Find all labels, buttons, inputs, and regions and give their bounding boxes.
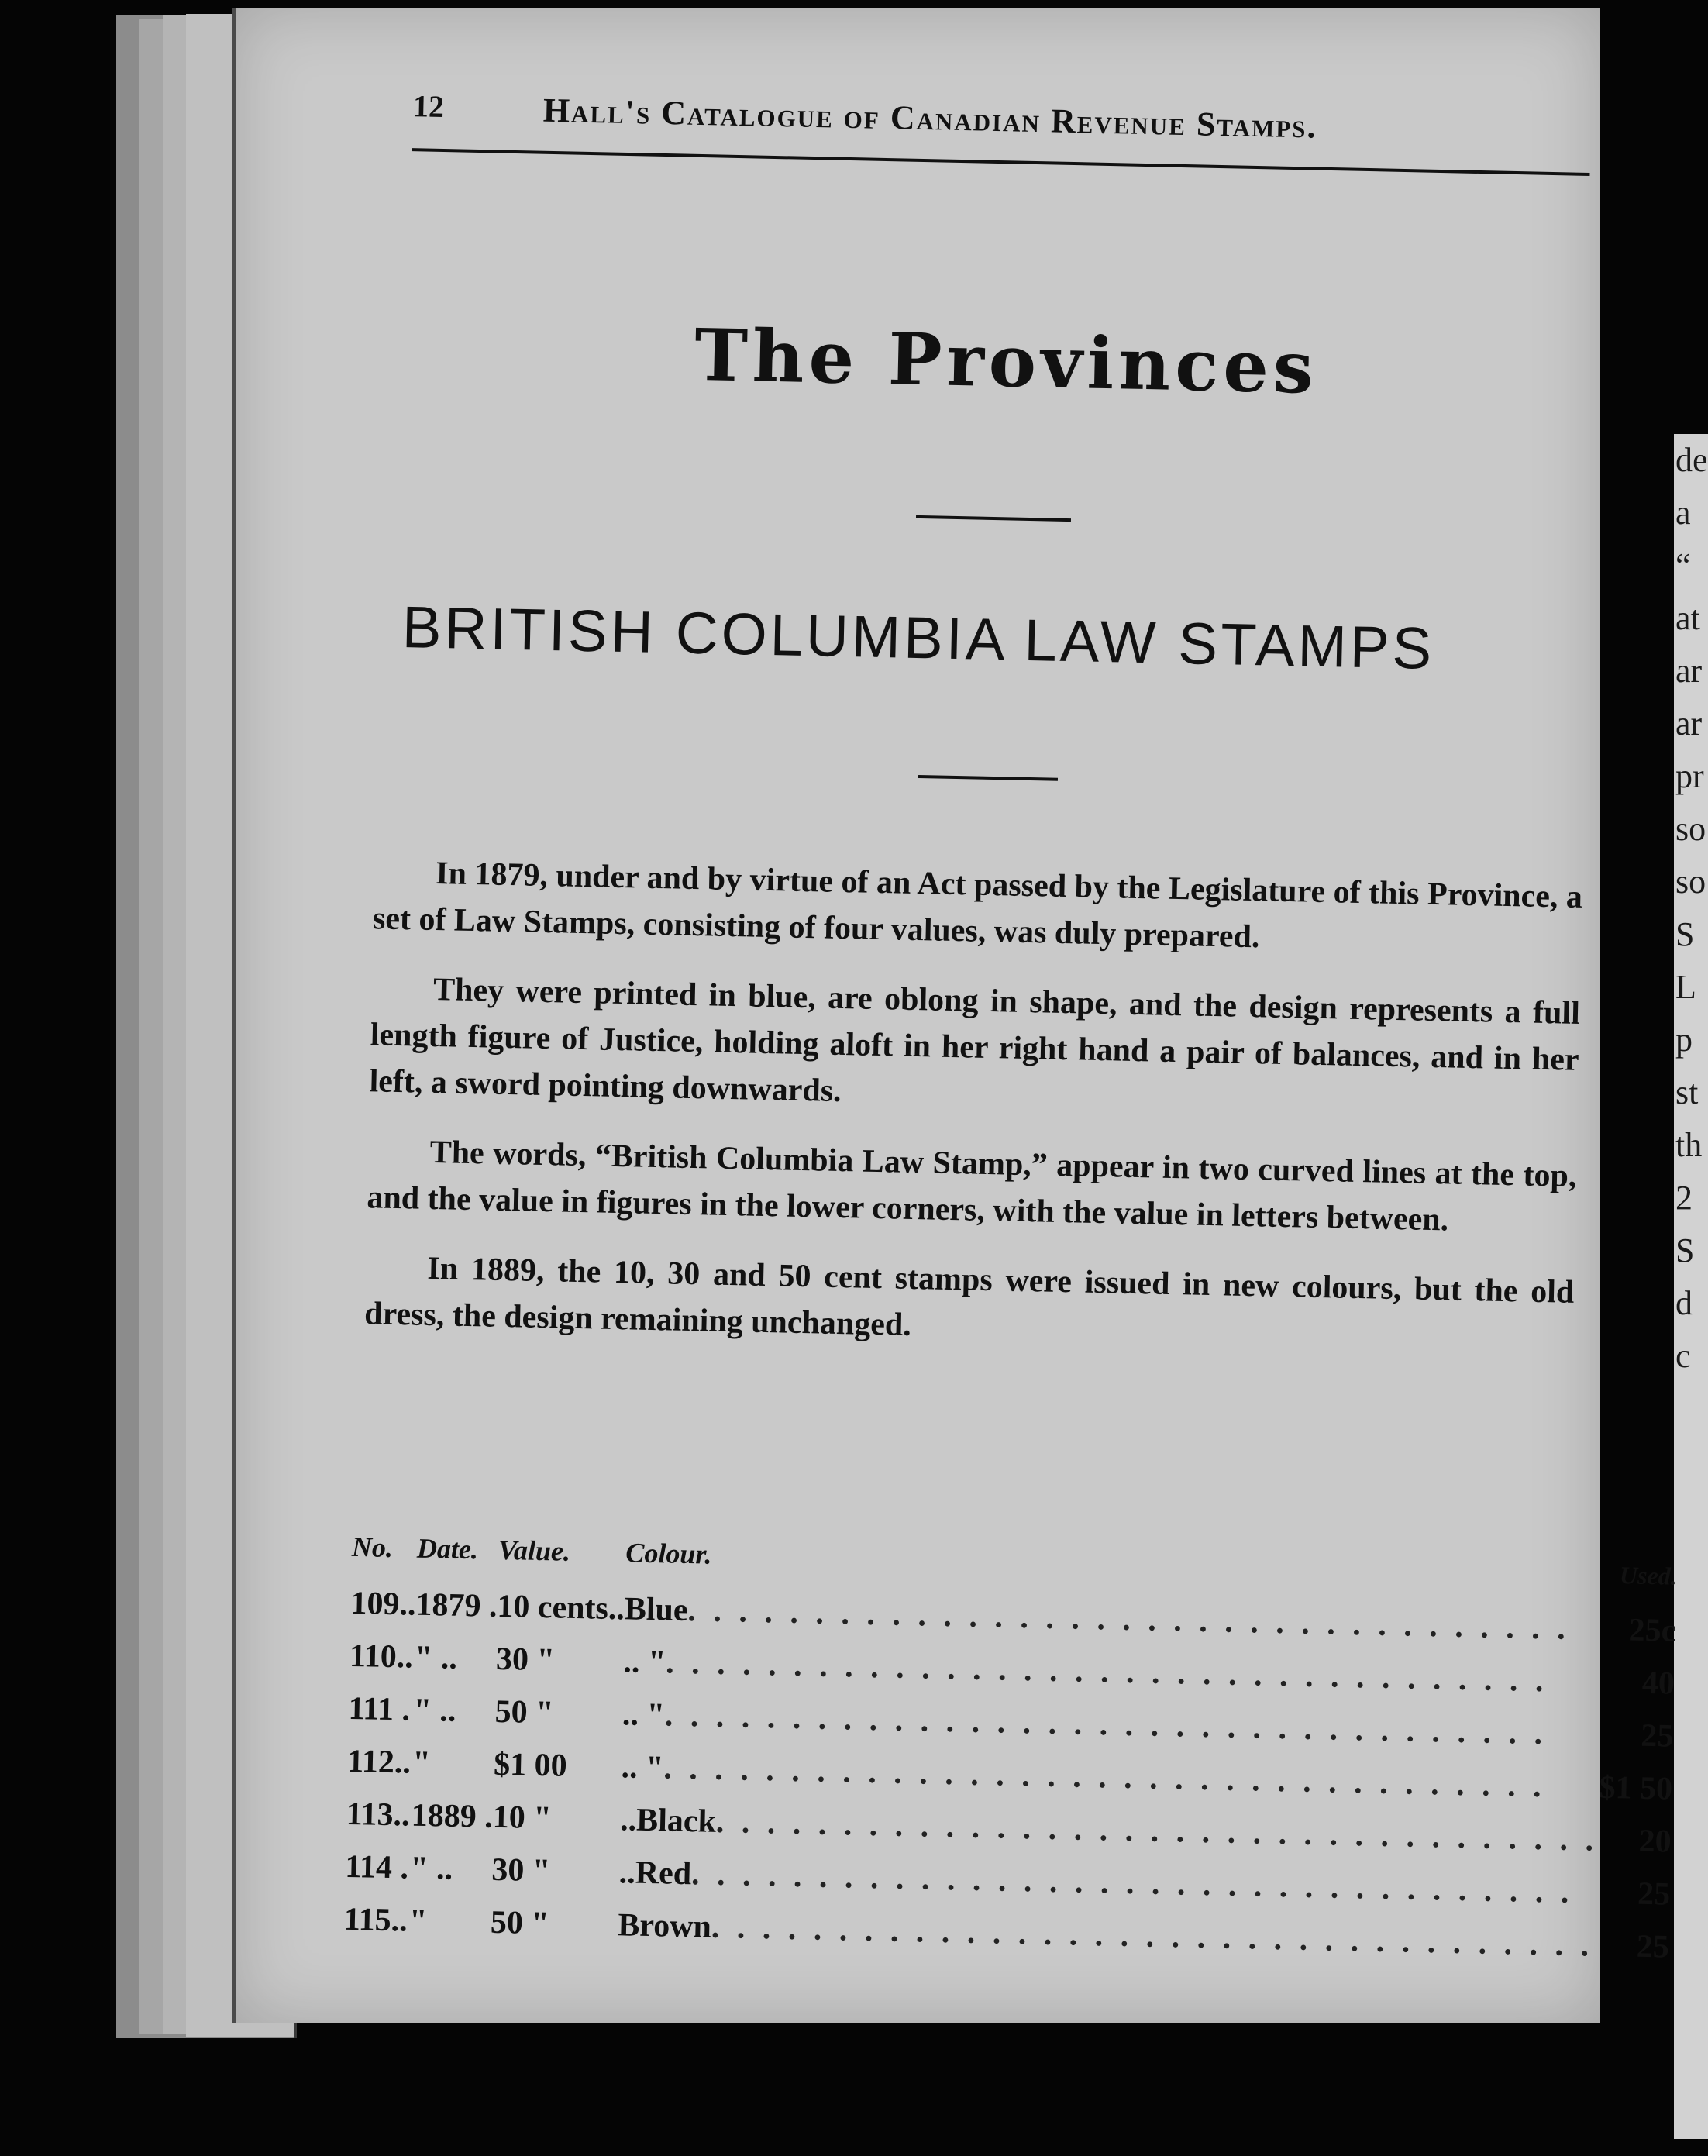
cell-date: " (408, 1903, 428, 1940)
facing-page-text: d (1675, 1284, 1693, 1322)
page-header (412, 78, 1592, 176)
facing-page-text: so (1675, 810, 1706, 848)
cell-no: 111 . (348, 1690, 411, 1728)
facing-page-text: S (1675, 1231, 1695, 1269)
header-colour: Colour. (625, 1537, 712, 1570)
cell-value: 10 cents.. (496, 1588, 625, 1627)
colour-text: Brown (617, 1907, 712, 1945)
facing-page-text: S (1675, 915, 1695, 953)
cell-used: 25 (1636, 1928, 1670, 1965)
facing-page-text: “ (1675, 546, 1691, 584)
cell-value: 30 " (491, 1851, 551, 1889)
cell-no: 115.. (343, 1901, 408, 1939)
catalogue-page (232, 8, 1678, 2023)
facing-page-fragment (1674, 434, 1708, 2139)
cell-used: 40 (1641, 1665, 1675, 1702)
cell-value: 50 " (494, 1693, 554, 1731)
ornamental-rule (918, 775, 1058, 781)
cell-value: 30 " (495, 1641, 556, 1679)
facing-page-text: at (1675, 599, 1700, 637)
dot-leader: . . . . . . . . . . . . . . . . . . . . . . . . . . . . . . . . . . . (663, 1750, 1547, 1805)
cell-no: 110.. (349, 1638, 414, 1676)
cell-no: 113.. (346, 1796, 410, 1834)
facing-page-text: a (1675, 494, 1691, 532)
dot-leader: . . . . . . . . . . . . . . . . . . . . . . . . . . . . . . . . . . . (687, 1593, 1571, 1647)
cell-date: 1889 . (411, 1797, 494, 1835)
cell-no: 109.. (350, 1585, 416, 1623)
facing-page-text: 2 (1675, 1179, 1693, 1217)
dot-leader: . . . . . . . . . . . . . . . . . . . . . . . . . . . . . . . . . . . (664, 1697, 1548, 1752)
dot-leader: . . . . . . . . . . . . . . . . . . . . . . . . . . . . . . . . . . . (711, 1909, 1594, 1964)
colour-text: ..Black (619, 1802, 717, 1840)
colour-text: .. " (622, 1696, 666, 1734)
paragraph: They were printed in blue, are oblong in shape, and the design represents a full length figure of Justice, holding aloft in her right hand a pair of balances, and in her left, a sword pointing downwards. (369, 971, 1581, 1110)
facing-page-text: so (1675, 863, 1706, 901)
header-used: Used. (1619, 1561, 1678, 1590)
cell-no: 114 . (344, 1848, 409, 1886)
cell-date: 1879 . (415, 1586, 498, 1624)
facing-page-text: st (1675, 1073, 1699, 1111)
header-date: Date. (416, 1532, 479, 1565)
cell-date: " .. (414, 1639, 458, 1676)
facing-page-text: pr (1675, 757, 1704, 795)
header-no: No. (351, 1531, 394, 1564)
page-title: The Provinces (694, 312, 1319, 410)
dot-leader: . . . . . . . . . . . . . . . . . . . . . . . . . . . . . . . . . . . (690, 1856, 1574, 1911)
body-text (363, 849, 1582, 1386)
cell-used: 25c (1628, 1612, 1676, 1649)
paragraph: In 1879, under and by virtue of an Act passed by the Legislature of this Province, a set of Law Stamps, consisting of four values, was duly prepared. (372, 856, 1583, 956)
running-head: Hall's Catalogue of Canadian Revenue Stamps. (542, 91, 1318, 146)
facing-page-text: ar (1675, 652, 1703, 690)
dot-leader: . . . . . . . . . . . . . . . . . . . . . . . . . . . . . . . . . . . (715, 1803, 1599, 1858)
facing-page-text: c (1675, 1337, 1691, 1375)
colour-text: Blue (624, 1591, 689, 1629)
paragraph: In 1889, the 10, 30 and 50 cent stamps were issued in new colours, but the old dress, the design remaining unchanged. (363, 1250, 1575, 1343)
cell-value: $1 00 (493, 1746, 568, 1784)
section-title: BRITISH COLUMBIA LAW STAMPS (401, 594, 1436, 682)
ornamental-rule (916, 515, 1071, 522)
cell-used: 20 (1638, 1823, 1672, 1860)
header-value: Value. (498, 1534, 571, 1567)
facing-page-text: ar (1675, 704, 1703, 742)
cell-used: 25 (1637, 1875, 1671, 1913)
cell-value: 50 " (490, 1904, 550, 1942)
colour-text: .. " (621, 1749, 664, 1786)
cell-value: 10 " (492, 1799, 553, 1837)
colour-text: ..Red (618, 1855, 692, 1893)
cell-no: 112.. (346, 1743, 412, 1781)
colour-text: .. " (623, 1644, 666, 1681)
cell-used: 25 (1640, 1717, 1674, 1755)
cell-date: " .. (409, 1850, 453, 1887)
stamp-listing-table (343, 1531, 1677, 1971)
facing-page-text: p (1675, 1021, 1693, 1059)
cell-date: " (412, 1744, 432, 1782)
facing-page-text: L (1675, 968, 1696, 1006)
dot-leader: . . . . . . . . . . . . . . . . . . . . . . . . . . . . . . . . . . . (665, 1645, 1549, 1700)
page-number: 12 (412, 88, 445, 124)
facing-page-text: de (1675, 441, 1708, 479)
facing-page-text: th (1675, 1126, 1703, 1164)
paragraph: The words, “British Columbia Law Stamp,” appear in two curved lines at the top, and the value in figures in the lower corners, with the value in letters between. (366, 1134, 1577, 1238)
cell-date: " .. (413, 1692, 456, 1729)
cell-used: $1 50 (1599, 1769, 1673, 1807)
